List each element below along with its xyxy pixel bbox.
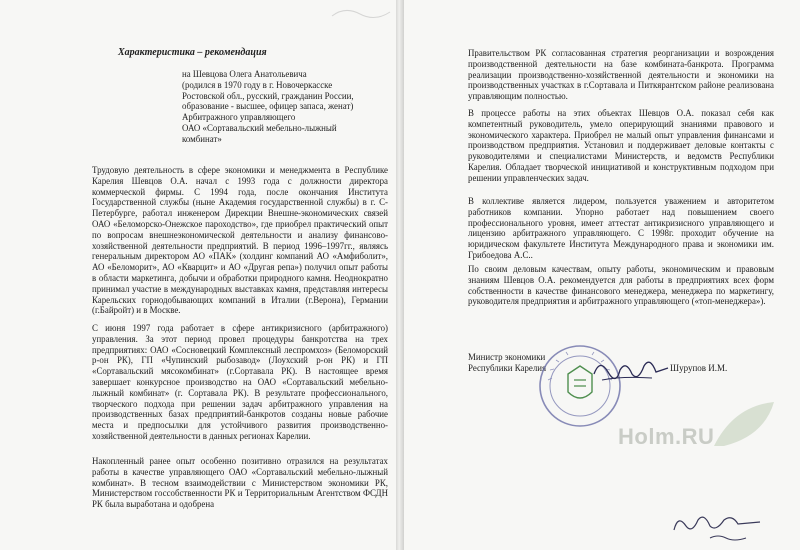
right-paragraph-2: В процессе работы на этих объектах Шевцов О.А. показал себя как компетентный руководитель, умело оперирующий знаниями правового и экономического характера. Приобрел не малый опыт управления финансами и производством предприятия. Установил и поддерживает деловые контакты с руководителями и специалистами Министерств, и ведомств Республики Карелия. Обладает творческой инициативой и конструктивным подходом при решении управленческих задач. [468, 108, 774, 183]
left-paragraph-2: С июня 1997 года работает в сфере антикризисного (арбитражного) управления. За этот период провел процедуры банкротства на трех предприятиях: ОАО «Сосновецкий Комплексный леспромхоз» (Беломорский р-он РК), ГП «Чупинский рыбозавод» (Лоухский р-он РК) и ГП «Сортавальский мясокомбинат» (г.Сортавала РК). В настоящее время завершает конкурсное производство на ОАО «Сортавальский мебельно-лыжный комбинат» (г. Сортавала РК). В результате профессионального, творческого подхода при решении задач арбитражного управления на производственных базах предприятий-банкротов созданы новые рабочие места и предпосылки для устойчивого развития производственно-хозяйственной деятельности в данных регионах Карелии. [92, 323, 388, 441]
signatory-title: Министр экономики Республики Карелия [468, 352, 547, 373]
left-paragraph-1: Трудовую деятельность в сфере экономики и менеджмента в Республике Карелия Шевцов О.А. начал с 1993 года с должности директора коммерческой фирмы. С 1994 года, после окончания Института Государственной службы (ныне Академия государственной службы) в г. С-Петербурге, работал инженером Дирекции Внешне-экономических связей ОАО «Беломорско-Онежское пароходство», где приобрел практический опыт по вопросам внешнеэкономической деятельности и анализу финансово-хозяйственной деятельности предприятий. В период 1996–1997гг., являясь генеральным директором АО «ПАК» (холдинг компаний АО «Амфиболит», АО «Беломорит», АО «Кварцит» и АО «Другая репа») получил опыт работы в области маркетинга, добычи и обработки природного камня. Неоднократно принимал участие в международных выставках камня, представляя интересы Карельских горнодобывающих компаний в Италии (г.Верона), Германии (г.Байройт) и в Москве. [92, 165, 388, 316]
watermark-text: Holm.RU [618, 424, 715, 449]
watermark-leaf-icon [704, 396, 784, 456]
left-page [0, 0, 396, 550]
signatory-name: Шурупов И.М. [670, 363, 728, 373]
right-paragraph-4: По своим деловым качествам, опыту работы, экономическим и правовым знаниям Шевцов О.А. рекомендуется для работы в предприятиях всех форм собственности в качестве финансового менеджера, менеджера по маркетингу, руководителя предприятия и арбитражного управляющего («топ-менеджера»). [468, 264, 774, 307]
paper-stain [330, 4, 392, 26]
left-paragraph-3: Накопленный ранее опыт особенно позитивно отразился на результатах работы в качестве управляющего ОАО «Сортавальский мебельно-лыжный комбинат». В тесном взаимодействии с Министерством экономики РК, Министерством госсобственности РК и Территориальным Агентством ФСДН РК была выработана и одобрена [92, 456, 388, 510]
right-page [404, 0, 800, 550]
page-gutter [396, 0, 404, 550]
recipient-block: на Шевцова Олега Анатольевича (родился в 1970 году в г. Новочеркасске Ростовской обл., русский, гражданин России, образование - высшее, офицер запаса, женат) Арбитражного управляющего ОАО «Сортавальский мебельно-лыжный комбинат» [182, 69, 354, 144]
handwritten-signature [592, 352, 672, 388]
right-paragraph-3: В коллективе является лидером, пользуется уважением и авторитетом работников компании. Упорно работает над повышением своего профессионального уровня, имеет аттестат антикризисного управляющего и лицензию арбитражного управляющего. С 1998г. проходит обучение на юридическом факультете Института Международного права и экономики им. Грибоедова А.С.. [468, 196, 774, 260]
right-paragraph-1: Правительством РК согласованная стратегия реорганизации и возрождения производственной деятельности на базе комбината-банкрота. Программа реализации производственно-хозяйственной деятельности и экономики на производственных участках в г.Сортавала и Питкярантском районе реализована управляющим полностью. [468, 48, 774, 102]
bottom-handwritten-note [670, 508, 766, 544]
document-title: Характеристика – рекомендация [118, 47, 267, 58]
